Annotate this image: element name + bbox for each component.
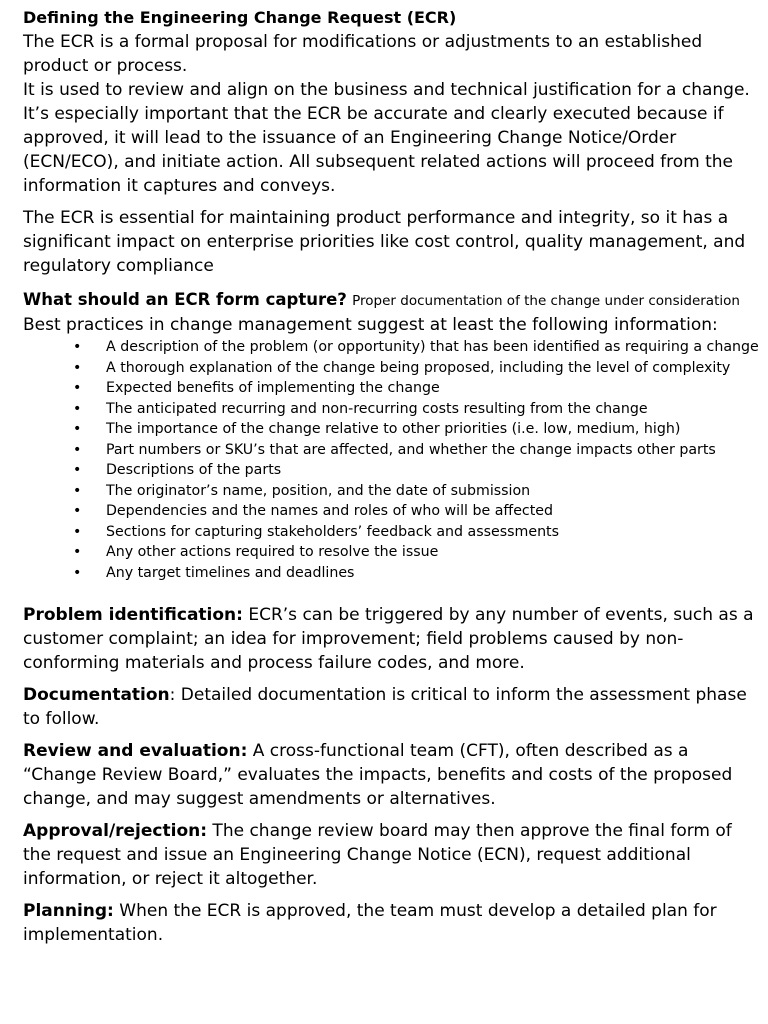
planning-paragraph (23, 899, 763, 947)
intro-paragraph-1: The ECR is a formal proposal for modifications or adjustments to an established product or process. (23, 32, 703, 76)
list-item-text: A thorough explanation of the change being proposed, including the level of complexity (106, 359, 731, 376)
list-item-text: Dependencies and the names and roles of who will be affected (106, 503, 554, 519)
review-evaluation-label: Review and evaluation: (23, 741, 248, 761)
problem-identification-paragraph (23, 603, 763, 675)
list-item-text: Any target timelines and deadlines (106, 564, 355, 581)
list-item (23, 501, 763, 522)
capture-heading-line (23, 288, 763, 313)
list-item-text: Sections for capturing stakeholders’ feedback and assessments (106, 523, 560, 540)
list-item-text: Any other actions required to resolve the issue (106, 544, 439, 560)
documentation-paragraph (23, 683, 763, 731)
list-item (23, 460, 763, 481)
capture-subtitle: Proper documentation of the change under consideration (352, 293, 740, 309)
bullet-icon: • (73, 523, 82, 540)
bullet-icon: • (73, 339, 82, 355)
planning-label: Planning: (23, 901, 114, 921)
capture-list (23, 337, 763, 583)
bullet-icon: • (73, 503, 82, 519)
capture-lead: Best practices in change management suggest at least the following information: (23, 315, 718, 335)
approval-rejection-text: The change review board may then approve the final form of the request and issue an Engineering Change Notice (ECN), request additional information, or reject it altogether. (23, 821, 732, 889)
planning-text: When the ECR is approved, the team must develop a detailed plan for implementation. (23, 901, 717, 945)
approval-rejection-label: Approval/rejection: (23, 821, 208, 841)
list-item (23, 378, 763, 399)
problem-identification-label: Problem identification: (23, 605, 243, 625)
list-item-text: The originator’s name, position, and the date of submission (106, 482, 531, 499)
documentation-text: : Detailed documentation is critical to inform the assessment phase to follow. (23, 685, 747, 729)
review-evaluation-text: A cross-functional team (CFT), often described as a “Change Review Board,” evaluates the impacts, benefits and costs of the proposed change, and may suggest amendments or alternatives. (23, 741, 733, 809)
list-item (23, 419, 763, 440)
list-item (23, 399, 763, 420)
review-evaluation-paragraph (23, 739, 763, 811)
bullet-icon: • (73, 421, 82, 437)
approval-rejection-paragraph (23, 819, 763, 891)
list-item-text: Part numbers or SKU’s that are affected, and whether the change impacts other parts (106, 441, 716, 458)
list-item (23, 440, 763, 461)
page-title: Defining the Engineering Change Request (ECR) (23, 8, 457, 27)
list-item (23, 522, 763, 543)
intro-paragraph-3: The ECR is essential for maintaining product performance and integrity, so it has a significant impact on enterprise priorities like cost control, quality management, and regulatory compliance (23, 208, 746, 276)
list-item (23, 337, 763, 358)
list-item (23, 358, 763, 379)
bullet-icon: • (73, 359, 82, 376)
bullet-icon: • (73, 564, 82, 581)
intro-paragraph-2: It is used to review and align on the business and technical justification for a change. It’s especially important that the ECR be accurate and clearly executed because if approved, it will lead to the issuance of an Engineering Change Notice/Order (ECN/ECO), and initiate action. All subsequent related actions will proceed from the information it captures and conveys. (23, 80, 750, 196)
bullet-icon: • (73, 482, 82, 499)
bullet-icon: • (73, 441, 82, 458)
list-item (23, 481, 763, 502)
capture-heading: What should an ECR form capture? (23, 290, 347, 309)
list-item-text: Descriptions of the parts (106, 462, 282, 478)
bullet-icon: • (73, 380, 82, 396)
document-page (23, 6, 763, 947)
documentation-label: Documentation (23, 685, 170, 705)
list-item-text: Expected benefits of implementing the change (106, 380, 440, 396)
list-item-text: A description of the problem (or opportunity) that has been identified as requiring a change (106, 339, 759, 355)
list-item-text: The importance of the change relative to other priorities (i.e. low, medium, high) (106, 421, 681, 437)
list-item (23, 542, 763, 563)
bullet-icon: • (73, 400, 82, 417)
list-item (23, 563, 763, 584)
bullet-icon: • (73, 544, 82, 560)
bullet-icon: • (73, 462, 82, 478)
problem-identification-text: ECR’s can be triggered by any number of events, such as a customer complaint; an idea for improvement; field problems caused by non-conforming materials and process failure codes, and more. (23, 605, 754, 673)
list-item-text: The anticipated recurring and non-recurring costs resulting from the change (106, 400, 648, 417)
